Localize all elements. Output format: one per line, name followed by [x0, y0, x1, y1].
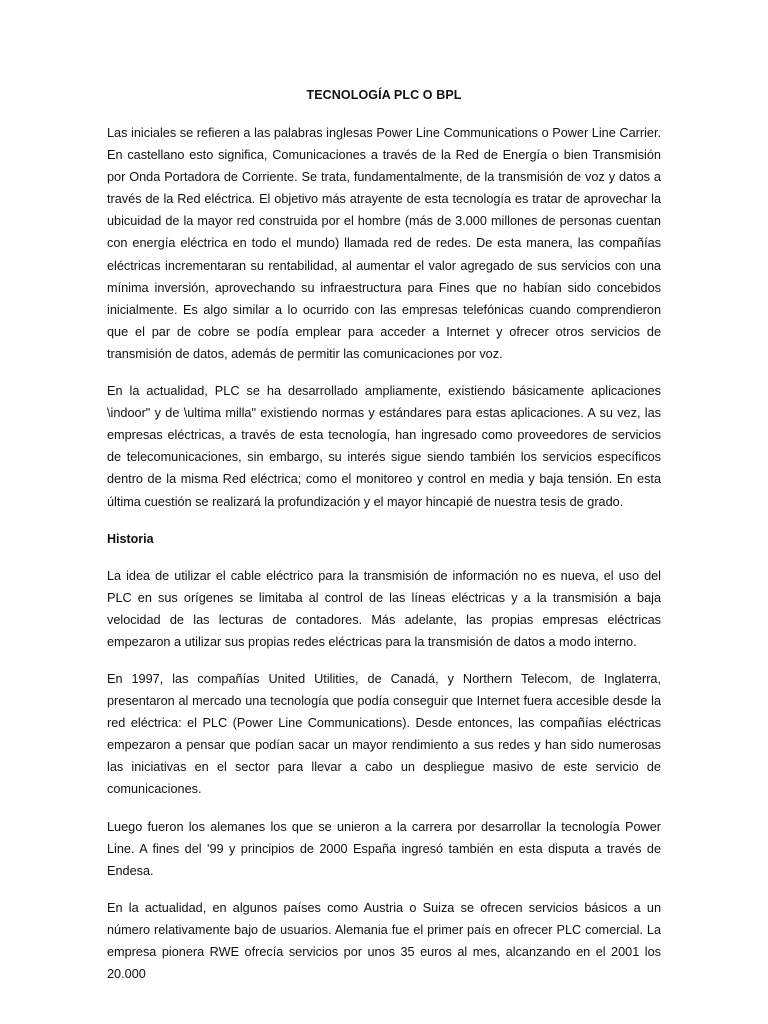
paragraph-intro-1: Las iniciales se refieren a las palabras inglesas Power Line Communications o Power Line Carrier. En castellano esto significa, Comunicaciones a través de la Red de Energía o bien Transmisión por Onda Portadora de Corriente. Se trata, fundamentalmente, de la transmisión de voz y datos a través de la Red eléctrica. El objetivo más atrayente de esta tecnología es tratar de aprovechar la ubicuidad de la mayor red construida por el hombre (más de 3.000 millones de personas cuentan con energía eléctrica en todo el mundo) llamada red de redes. De esta manera, las compañías eléctricas incrementaran su rentabilidad, al aumentar el valor agregado de sus servicios con una mínima inversión, aprovechando su infraestructura para Fines que no habían sido concebidos inicialmente. Es algo similar a lo ocurrido con las empresas telefónicas cuando comprendieron que el par de cobre se podía emplear para acceder a Internet y ofrecer otros servicios de transmisión de datos, además de permitir las comunicaciones por voz.	[107, 126, 661, 361]
paragraph-intro-2: En la actualidad, PLC se ha desarrollado ampliamente, existiendo básicamente aplicaciones \indoor" y de \ultima milla" existiendo normas y estándares para estas aplicaciones. A su vez, las empresas eléctricas, a través de esta tecnología, han ingresado como proveedores de servicios de telecomunicaciones, sin embargo, su interés sigue siendo también los servicios específicos dentro de la misma Red eléctrica; como el monitoreo y control en media y baja tensión. En esta última cuestión se realizará la profundización y el mayor hincapié de nuestra tesis de grado.	[107, 384, 661, 509]
paragraph-history-3: Luego fueron los alemanes los que se unieron a la carrera por desarrollar la tecnología Power Line. A fines del '99 y principios de 2000 España ingresó también en esta disputa a través de Endesa.	[107, 819, 661, 878]
paragraph-history-1: La idea de utilizar el cable eléctrico para la transmisión de información no es nueva, el uso del PLC en sus orígenes se limitaba al control de las líneas eléctricas y a la transmisión a baja velocidad de las lecturas de contadores. Más adelante, las propias empresas eléctricas empezaron a utilizar sus propias redes eléctricas para la transmisión de datos a modo interno.	[107, 568, 661, 649]
document-title: TECNOLOGÍA PLC O BPL	[306, 88, 462, 102]
section-heading-historia: Historia	[107, 531, 154, 546]
paragraph-history-2: En 1997, las compañías United Utilities, de Canadá, y Northern Telecom, de Inglaterra, presentaron al mercado una tecnología que podía conseguir que Internet fuera accesible desde la red eléctrica: el PLC (Power Line Communications). Desde entonces, las compañías eléctricas empezaron a pensar que podían sacar un mayor rendimiento a sus redes y han sido numerosas las iniciativas en el sector para llevar a cabo un despliegue masivo de este servicio de comunicaciones.	[107, 671, 661, 797]
document-body	[107, 84, 661, 1000]
paragraph-history-4: En la actualidad, en algunos países como Austria o Suiza se ofrecen servicios básicos a un número relativamente bajo de usuarios. Alemania fue el primer país en ofrecer PLC comercial. La empresa pionera RWE ofrecía servicios por unos 35 euros al mes, alcanzando en el 2001 los 20.000	[107, 900, 661, 982]
